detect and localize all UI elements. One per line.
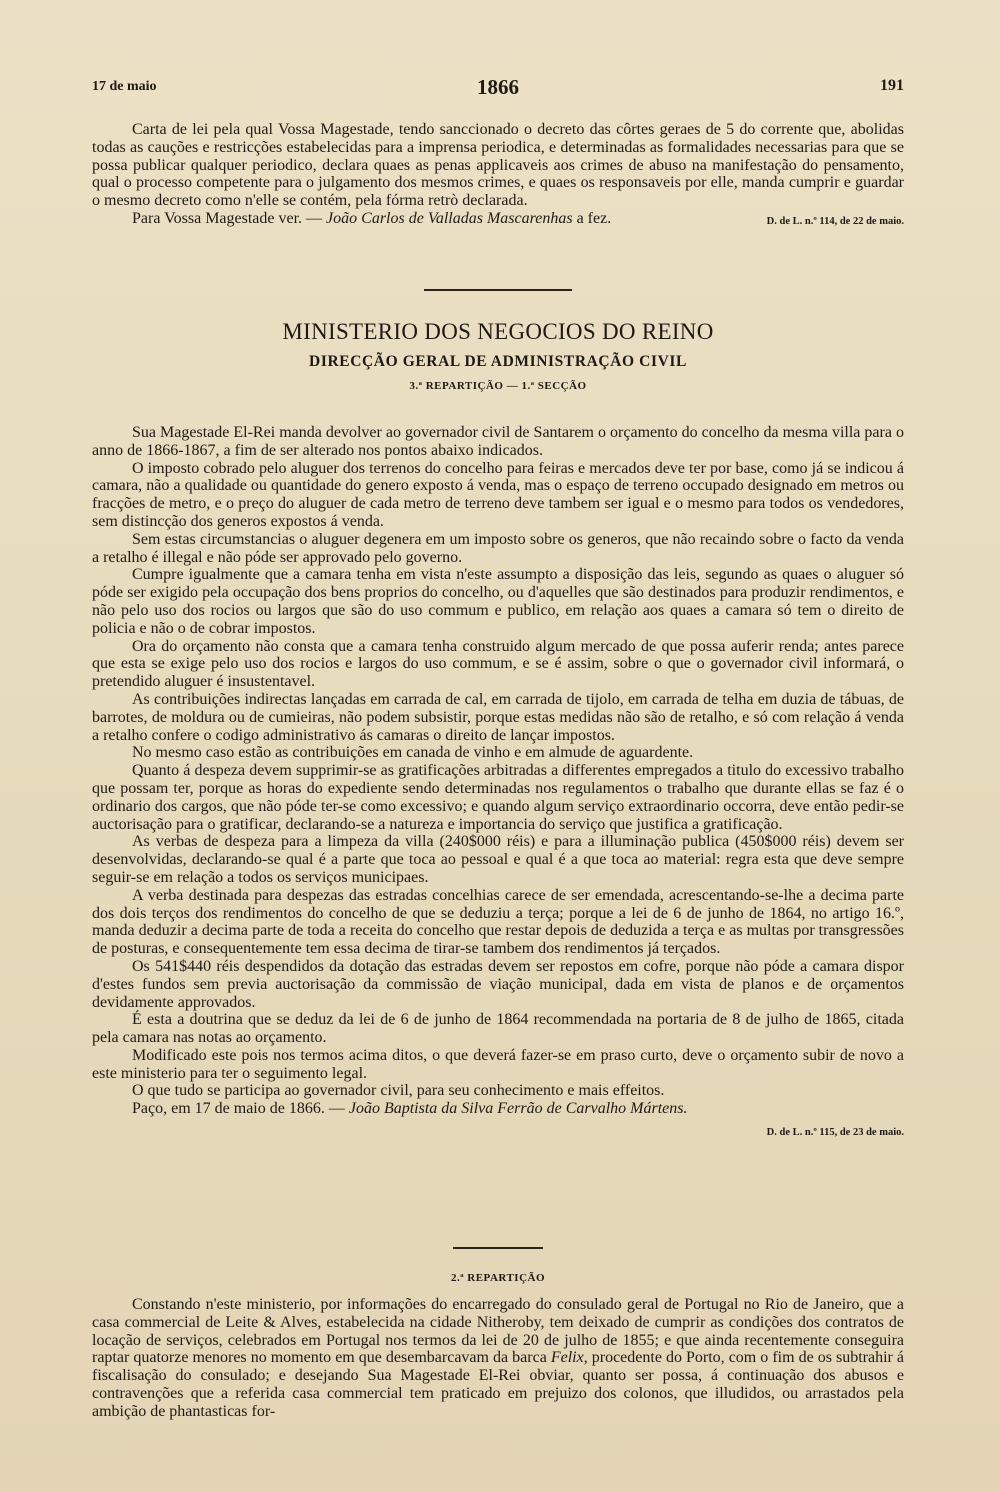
section1-paragraph: Ora do orçamento não consta que a camara tenha construido algum mercado de que possa auferir renda; antes parece que esta se exige pelo uso dos rocios e largos do uso commum, e se é assim, sobre o que o governador civil informará, o pretendido aluguer é insustentavel. [92,637,904,691]
carta-closing: Para Vossa Magestade ver. — João Carlos de Valladas Mascarenhas a fez. D. de L. n.º 114, de 22 de maio. [92,210,904,228]
section1-paragraph: Modificado este pois nos termos acima ditos, o que deverá fazer-se em praso curto, deve o orçamento subir de novo a este ministerio para ter o seguimento legal. [92,1046,904,1082]
section1-closing: Paço, em 17 de maio de 1866. — João Baptista da Silva Ferrão de Carvalho Mártens. [132,1100,688,1118]
section1-body [92,424,904,1142]
section2-body [92,1270,904,1421]
section1-paragraph: Os 541$440 réis despendidos da dotação das estradas devem ser repostos em cofre, porque não póde a camara dispor d'estes fundos sem previa auctorisação da commissão de viação municipal, dada em vista de planos e de orçamentos devidamente approvados. [92,957,904,1011]
section1-paragraph: As contribuições indirectas lançadas em carrada de cal, em carrada de tijolo, em carrada de telha em duzia de tábuas, de barrotes, de moldura ou de cumieiras, não podem subsistir, porque estas medidas não são de retalho, e só com relação á venda a retalho confere o codigo administrativo ás camaras o direito de lançar impostos. [92,690,904,744]
section1-paragraph: O imposto cobrado pelo aluguer dos terrenos do concelho para feiras e mercados deve ter por base, como já se indicou á camara, não a qualidade ou quantidade do genero exposto á venda, mas o espaço de terreno occupado designado em metros ou fracções de metro, e o preço do aluguer de cada metro de terreno deve tambem ser igual e o mesmo para todos os vendedores, sem distincção dos generos expostos á venda. [92,459,904,530]
reparticao-title: 3.ª REPARTIÇÃO — 1.ª SECÇÃO [409,380,587,392]
section1-paragraph: No mesmo caso estão as contribuições em canada de vinho e em almude de aguardente. [132,744,694,762]
carta-paragraph: Carta de lei pela qual Vossa Magestade, tendo sanccionado o decreto das côrtes geraes de 5 do corrente que, abolidas todas as cauções e restricções estabelecidas para a imprensa periodica, e determinadas as formalidades necessarias para que se possa publicar qualquer periodico, declara quaes as penas applicaveis aos crimes de abuso na manifestação do pensamento, qual o processo competente para o julgamento dos mesmos crimes, e quaes os responsaveis por elle, manda cumprir e guardar o mesmo decreto como n'elle se contém, pela fórma retrò declarada. [92,121,904,210]
signature: João Baptista da Silva Ferrão de Carvalho Mártens. [348,1100,688,1118]
section2-heading: 2.ª REPARTIÇÃO [450,1272,546,1284]
ministry-heading [92,318,904,394]
section1-paragraph: As verbas de despeza para a limpeza da villa (240$000 réis) e para a illuminação publica (450$000 réis) devem ser desenvolvidas, declarando-se qual é a parte que toca ao pessoal e qual é a que toca ao material: regra esta que deve sempre seguir-se em relação a todos os serviços municipaes. [92,833,904,886]
source-citation: D. de L. n.º 114, de 22 de maio. [766,215,904,227]
source-citation: D. de L. n.º 115, de 23 de maio. [766,1127,904,1139]
section2-paragraph: Constando n'este ministerio, por informações do encarregado do consulado geral de Portugal no Rio de Janeiro, que a casa commercial de Leite & Alves, estabelecida na cidade Nitheroby, tem deixado de cumprir as condições dos contratos de locação de serviços, celebrados em Portugal nos termos da lei de 20 de julho de 1855; e que ainda recentemente conseguira raptar quatorze menores no momento em que desembarcavam da barca Felix, procedente do Porto, com o fim de os subtrahir á fiscalisação do consulado; e desejando Sua Magestade El-Rei obviar, quanto ser possa, á continuação dos abusos e contravenções que a referida casa commercial tem praticado em prejuizo dos colonos, que illudidos, ou arrastados pela ambição de phantasticas for- [92,1296,904,1420]
section-divider [92,1247,904,1249]
section1-paragraph: O que tudo se participa ao governador civil, para seu conhecimento e mais effeitos. [132,1082,665,1100]
signature: João Carlos de Valladas Mascarenhas [326,209,573,227]
divider-rule [453,1247,543,1249]
direccao-title: DIRECÇÃO GERAL DE ADMINISTRAÇÃO CIVIL [309,353,687,370]
ship-name: Felix [550,1349,584,1367]
ministry-title: MINISTERIO DOS NEGOCIOS DO REINO [282,319,714,344]
page-header [92,75,904,101]
carta-de-lei-section [92,121,904,228]
header-year: 1866 [477,75,519,99]
section1-paragraph: Sem estas circumstancias o aluguer degenera em um imposto sobre os generos, que não recaindo sobre o facto da venda a retalho é illegal e não póde ser approvado pelo governo. [92,530,904,566]
section1-paragraph: Cumpre igualmente que a camara tenha em vista n'este assumpto a disposição das leis, segundo as quaes o aluguer só póde ser exigido pela occupação dos bens proprios do concelho, ou d'aquelles que são destinados para produzir rendimentos, e não pelo uso dos rocios ou largos que são do uso commum e publico, em relação aos quaes a camara só tem o direito de policia e não o de cobrar impostos. [92,566,904,637]
section-divider [92,289,904,291]
section1-paragraph: É esta a doutrina que se deduz da lei de 6 de junho de 1864 recommendada na portaria de 8 de julho de 1865, citada pela camara nas notas ao orçamento. [92,1011,904,1047]
section1-paragraphs [92,424,904,1100]
page-number: 191 [880,77,904,94]
section1-paragraph: Quanto á despeza devem supprimir-se as gratificações arbitradas a differentes empregados a titulo do excessivo trabalho que possam ter, porque as horas do expediente sendo determinadas nos regulamentos o trabalho que durante ellas se faz é o ordinario dos cargos, que não póde ter-se como excessivo; e quando algum serviço extraordinario occorra, deve então pedir-se auctorisação para o gratificar, declarando-se a natureza e importancia do serviço que justifica a gratificação. [92,762,904,833]
section1-paragraph: Sua Magestade El-Rei manda devolver ao governador civil de Santarem o orçamento do concelho da mesma villa para o anno de 1866-1867, a fim de ser alterado nos pontos abaixo indicados. [92,424,904,459]
header-date: 17 de maio [92,79,157,94]
divider-rule [424,289,572,291]
section1-paragraph: A verba destinada para despezas das estradas concelhias carece de ser emendada, acrescentando-se-lhe a decima parte dos dois terços dos rendimentos do concelho de que se deduziu a terça; porque a lei de 6 de junho de 1864, no artigo 16.º, manda deduzir a decima parte de toda a receita do concelho que restar depois de deduzida a terça e as multas por transgressões de posturas, e consequentemente tem essa decima de tirar-se tambem dos rendimentos já terçados. [92,886,904,958]
